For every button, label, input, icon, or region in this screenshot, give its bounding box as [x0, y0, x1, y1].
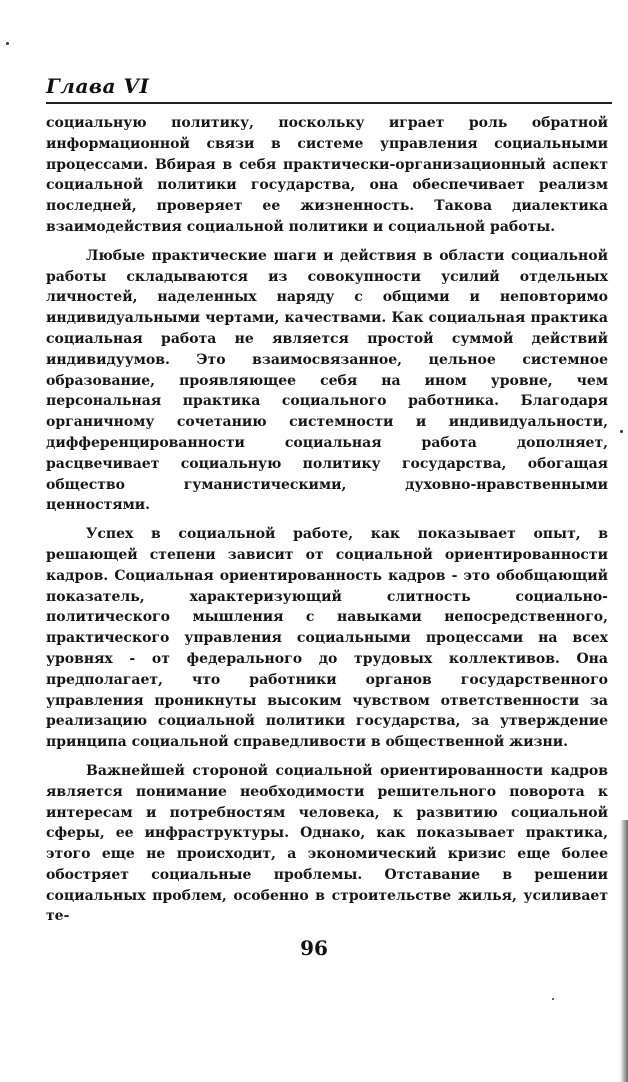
scan-speck — [620, 430, 623, 433]
page-number: 96 — [300, 936, 328, 960]
paragraph-staff-orientation: Успех в социальной работе, как показывает опыт, в решающей степени зависит от социальной ориентированности кадров. Социальная ориентированность кадров - это обобщающий показатель, характеризующий слитность социально-политического мышления с навыками непосредственного, практического управления социальными процессами на всех уровнях - от федерального до трудовых коллективов. Она предполагает, что работники органов государственного управления проникнуты высоким чувством ответственности за реализацию социальной политики государства, за утверждение принципа социальной справедливости в общественной жизни. — [46, 526, 608, 751]
running-header — [46, 74, 612, 104]
scan-speck — [552, 998, 554, 1000]
scan-speck — [6, 42, 9, 45]
scan-edge-shadow — [620, 820, 628, 1082]
paragraph-social-work-practice: Любые практические шаги и действия в области социальной работы складываются из совокупности усилий отдельных личностей, наделенных наряду с общими и неповторимо индивидуальными чертами, качествами. Как социальная практика социальная работа не является простой суммой действий индивидуумов. Это взаимосвязанное, цельное системное образование, проявляющее себя на ином уровне, чем персональная практика социального работника. Благодаря органичному сочетанию системности и индивидуальности, дифференцированности социальная работа дополняет, расцвечивает социальную политику государства, обогащая общество гуманистическими, духовно-нравственными ценностями. — [46, 247, 608, 514]
body-text — [46, 113, 608, 935]
header-rule — [46, 102, 612, 104]
paragraph-key-aspect: Важнейшей стороной социальной ориентированности кадров является понимание необходимости решительного поворота к интересам и потребностям человека, к развитию социальной сферы, ее инфраструктуры. Однако, как показывает практика, этого еще не происходит, а экономический кризис еще более обостряет социальные проблемы. Отставание в решении социальных проблем, особенно в строительстве жилья, усиливает те- — [46, 762, 608, 925]
paragraph-continuation: социальную политику, поскольку играет роль обратной информационной связи в системе управления социальными процессами. Вбирая в себя практически-организационный аспект социальной политики государства, она обеспечивает реализм последней, проверяет ее жизненность. Такова диалектика взаимодействия социальной политики и социальной работы. — [46, 115, 608, 235]
chapter-title: Глава VI — [46, 74, 150, 98]
